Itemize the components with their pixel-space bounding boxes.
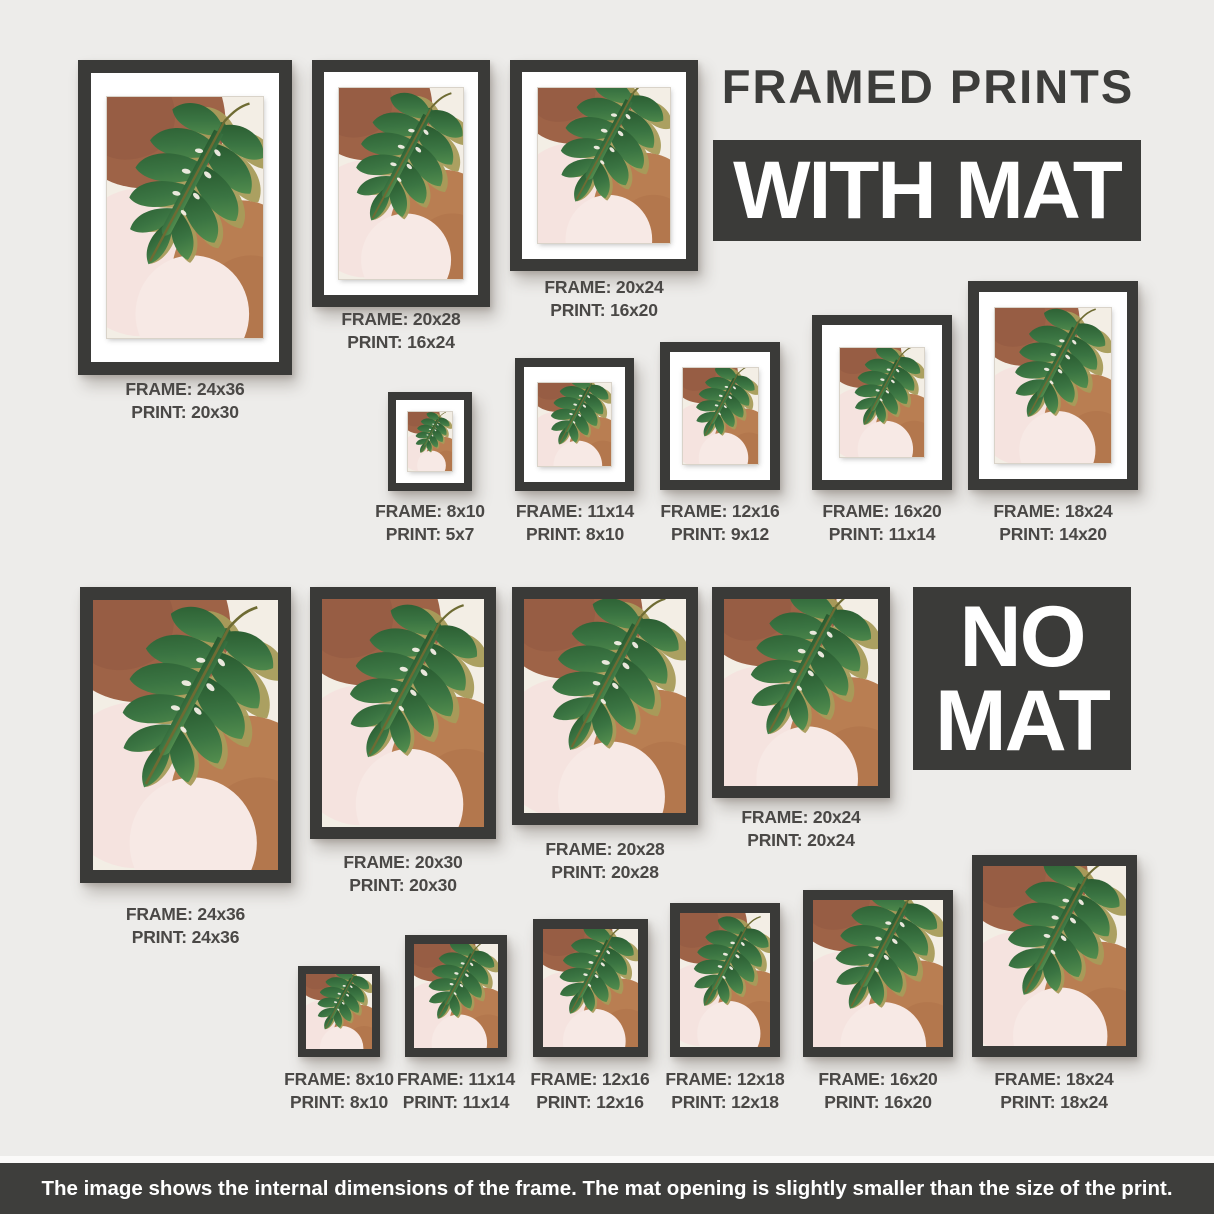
monstera-print-artwork (683, 368, 758, 464)
print-dimension: PRINT: 20x30 (349, 875, 457, 895)
size-label-with-mat-20x28 (312, 308, 490, 354)
monstera-print-artwork (107, 97, 264, 338)
frame-dimension: FRAME: 12x16 (530, 1069, 650, 1089)
frame-dimension: FRAME: 24x36 (125, 379, 245, 399)
monstera-print-artwork (840, 348, 924, 457)
size-label-with-mat-16x20 (797, 500, 967, 546)
framed-print-no-mat-18x24 (972, 855, 1137, 1057)
frame-dimension: FRAME: 11x14 (515, 501, 635, 521)
monstera-print-artwork (306, 974, 372, 1049)
size-label-no-mat-24x36 (80, 903, 291, 949)
frame-dimension: FRAME: 20x24 (544, 277, 664, 297)
size-label-no-mat-20x30 (310, 851, 496, 897)
framed-print-no-mat-20x24 (712, 587, 890, 798)
with-mat-badge: WITH MAT (713, 140, 1141, 241)
size-label-no-mat-18x24 (969, 1068, 1139, 1114)
print-dimension: PRINT: 16x20 (824, 1092, 932, 1112)
no-mat-badge-line1: NO (959, 588, 1085, 685)
monstera-print-artwork (322, 599, 484, 827)
size-label-with-mat-18x24 (968, 500, 1138, 546)
print-dimension: PRINT: 14x20 (999, 524, 1107, 544)
print-dimension: PRINT: 16x20 (550, 300, 658, 320)
frame-dimension: FRAME: 18x24 (993, 501, 1113, 521)
monstera-print-artwork (813, 900, 943, 1047)
frame-dimension: FRAME: 12x18 (665, 1069, 785, 1089)
framed-print-with-mat-20x24 (510, 60, 698, 271)
framed-print-with-mat-8x10 (388, 392, 472, 491)
framed-print-with-mat-12x16 (660, 342, 780, 490)
size-label-with-mat-12x16 (635, 500, 805, 546)
monstera-print-artwork (339, 88, 462, 279)
frame-dimension: FRAME: 24x36 (125, 904, 246, 924)
monstera-print-artwork (680, 913, 770, 1047)
framed-print-no-mat-8x10 (298, 966, 380, 1057)
page-title: FRAMED PRINTS (721, 60, 1135, 113)
print-dimension: PRINT: 11x14 (402, 1092, 510, 1112)
frame-dimension: FRAME: 20x30 (343, 852, 463, 872)
monstera-print-artwork (414, 944, 498, 1048)
size-label-no-mat-16x20 (793, 1068, 963, 1114)
framed-print-with-mat-24x36 (78, 60, 292, 375)
monstera-print-artwork (538, 88, 669, 244)
monstera-print-artwork (724, 599, 878, 786)
print-dimension: PRINT: 5x7 (385, 524, 475, 544)
no-mat-badge (913, 587, 1131, 770)
print-dimension: PRINT: 12x18 (671, 1092, 779, 1112)
monstera-print-artwork (538, 383, 612, 466)
framed-print-no-mat-12x18 (670, 903, 780, 1057)
monstera-print-artwork (524, 599, 686, 813)
print-dimension: PRINT: 8x10 (526, 524, 624, 544)
monstera-print-artwork (93, 600, 278, 870)
size-label-with-mat-20x24 (510, 276, 698, 322)
frame-dimension: FRAME: 11x14 (396, 1069, 516, 1089)
footer-note: The image shows the internal dimensions of the frame. The mat opening is slightly smaller than the size of the print. (41, 1176, 1173, 1200)
frame-dimension: FRAME: 8x10 (375, 501, 485, 521)
print-dimension: PRINT: 20x30 (131, 402, 239, 422)
monstera-print-artwork (408, 412, 452, 470)
monstera-print-artwork (995, 308, 1110, 463)
framed-print-with-mat-11x14 (515, 358, 634, 491)
print-dimension: PRINT: 20x24 (747, 830, 855, 850)
framed-print-no-mat-20x30 (310, 587, 496, 839)
print-dimension: PRINT: 9x12 (671, 524, 769, 544)
frame-dimension: FRAME: 12x16 (660, 501, 780, 521)
framed-print-no-mat-12x16 (533, 919, 648, 1057)
footer-note-bar (0, 1163, 1214, 1214)
framed-print-no-mat-16x20 (803, 890, 953, 1057)
print-dimension: PRINT: 8x10 (290, 1092, 388, 1112)
frame-dimension: FRAME: 20x28 (341, 309, 461, 329)
print-dimension: PRINT: 16x24 (347, 332, 455, 352)
framed-print-no-mat-20x28 (512, 587, 698, 825)
print-dimension: PRINT: 12x16 (536, 1092, 644, 1112)
size-label-with-mat-24x36 (78, 378, 292, 424)
frame-dimension: FRAME: 8x10 (284, 1069, 394, 1089)
frame-dimension: FRAME: 18x24 (994, 1069, 1114, 1089)
frame-dimension: FRAME: 16x20 (822, 501, 942, 521)
monstera-print-artwork (983, 866, 1126, 1046)
print-dimension: PRINT: 18x24 (1000, 1092, 1108, 1112)
size-label-no-mat-20x24 (712, 806, 890, 852)
framed-print-no-mat-24x36 (80, 587, 291, 883)
framed-print-no-mat-11x14 (405, 935, 507, 1057)
no-mat-badge-line2: MAT (935, 672, 1109, 769)
frame-dimension: FRAME: 16x20 (818, 1069, 938, 1089)
print-dimension: PRINT: 24x36 (131, 927, 240, 947)
framed-print-with-mat-18x24 (968, 281, 1138, 490)
framed-print-with-mat-20x28 (312, 60, 490, 307)
footer-divider (0, 1156, 1214, 1163)
print-dimension: PRINT: 11x14 (828, 524, 936, 544)
frame-dimension: FRAME: 20x24 (741, 807, 861, 827)
print-dimension: PRINT: 20x28 (551, 862, 659, 882)
frame-dimension: FRAME: 20x28 (545, 839, 665, 859)
size-label-no-mat-20x28 (512, 838, 698, 884)
framed-print-with-mat-16x20 (812, 315, 952, 490)
size-label-no-mat-12x18 (640, 1068, 810, 1114)
monstera-print-artwork (543, 929, 638, 1047)
